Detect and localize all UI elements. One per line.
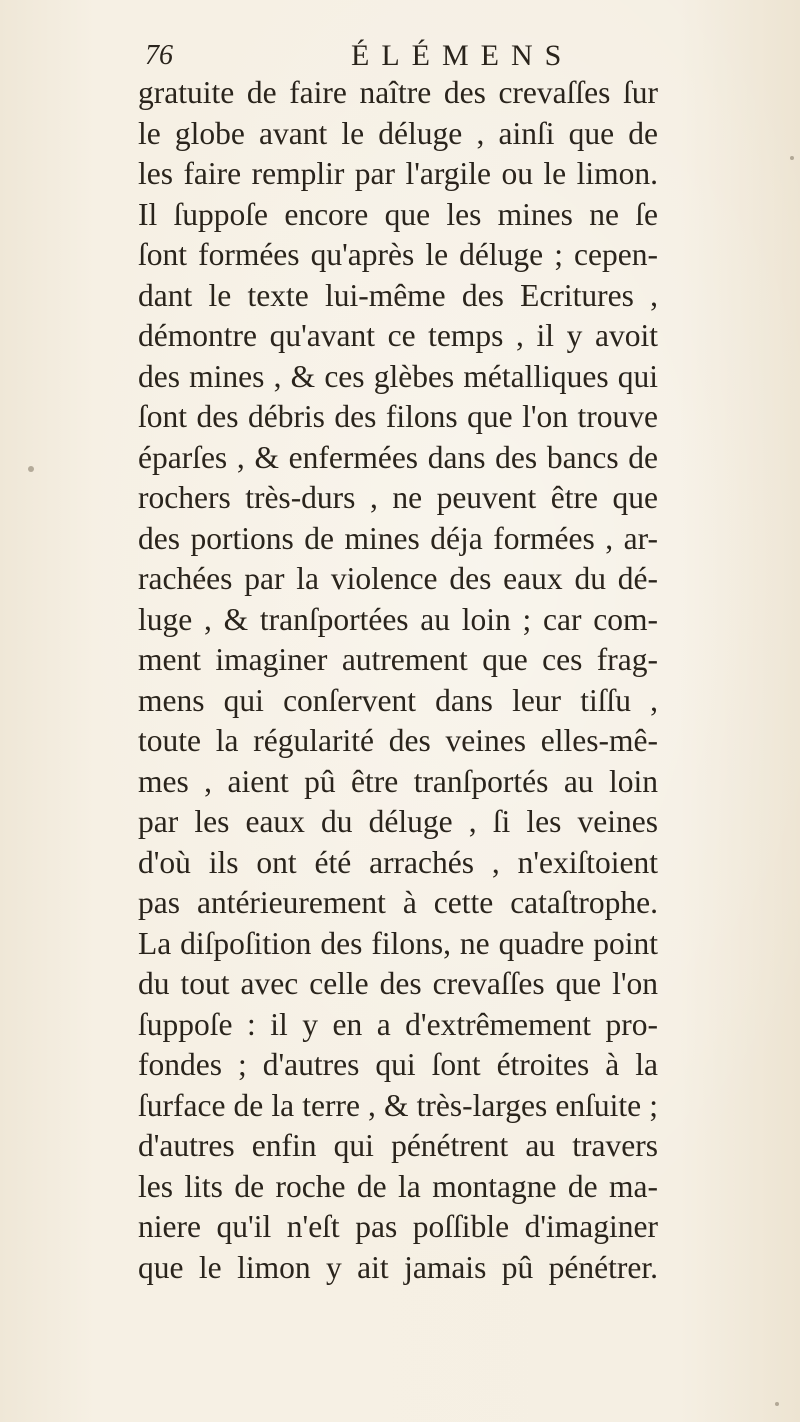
text-line: mes , aient pû être tranſportés au loin (138, 763, 658, 799)
text-line: par les eaux du déluge , ſi les veines (138, 804, 658, 839)
text-line: La diſpoſition des filons, ne quadre point (138, 925, 658, 961)
text-line: les lits de roche de la montagne de ma- (138, 1168, 658, 1204)
text-line: rachées par la violence des eaux du dé- (138, 561, 658, 596)
page-header (145, 36, 645, 76)
text-line: du tout avec celle des crevaſſes que l'on (138, 966, 658, 1001)
text-line: le globe avant le déluge , ainſi que de (138, 115, 658, 151)
text-line: Il ſuppoſe encore que les mines ne ſe (138, 196, 658, 232)
text-line: éparſes , & enfermées dans des bancs de (138, 439, 658, 475)
paper-speck (790, 156, 794, 160)
text-line: fondes ; d'autres qui ſont étroites à la (138, 1047, 658, 1082)
text-line: des mines , & ces glèbes métalliques qui (138, 358, 658, 394)
text-line: les faire remplir par l'argile ou le limon. (138, 156, 658, 191)
text-line: ment imaginer autrement que ces frag- (138, 642, 658, 677)
text-line: rochers très-durs , ne peuvent être que (138, 480, 658, 515)
text-line: pas antérieurement à cette cataſtrophe. (138, 885, 658, 920)
text-line: dant le texte lui-même des Ecritures , (138, 277, 658, 313)
paper-speck (28, 466, 34, 472)
text-line: ſurface de la terre , & très-larges enſuite ; (138, 1087, 658, 1123)
text-line: d'autres enfin qui pénétrent au travers (138, 1128, 658, 1163)
text-line: d'où ils ont été arrachés , n'exiſtoient (138, 844, 658, 880)
text-line: des portions de mines déja formées , ar- (138, 520, 658, 556)
paper-speck (775, 1402, 779, 1406)
text-line: mens qui conſervent dans leur tiſſu , (138, 682, 658, 718)
text-line: que le limon y ait jamais pû pénétrer. (138, 1249, 658, 1285)
text-line: ſuppoſe : il y en a d'extrêmement pro- (138, 1006, 658, 1042)
text-line: niere qu'il n'eſt pas poſſible d'imaginer (138, 1209, 658, 1244)
text-line: toute la régularité des veines elles-mê- (138, 723, 658, 758)
text-line: luge , & tranſportées au loin ; car com- (138, 601, 658, 637)
text-line: gratuite de faire naître des crevaſſes ſur (138, 75, 658, 110)
text-line: démontre qu'avant ce temps , il y avoit (138, 318, 658, 353)
text-line: ſont formées qu'après le déluge ; cepen- (138, 237, 658, 272)
running-title: ÉLÉMENS (351, 39, 574, 72)
text-line: ſont des débris des filons que l'on trouve (138, 399, 658, 434)
page-number: 76 (145, 40, 173, 71)
